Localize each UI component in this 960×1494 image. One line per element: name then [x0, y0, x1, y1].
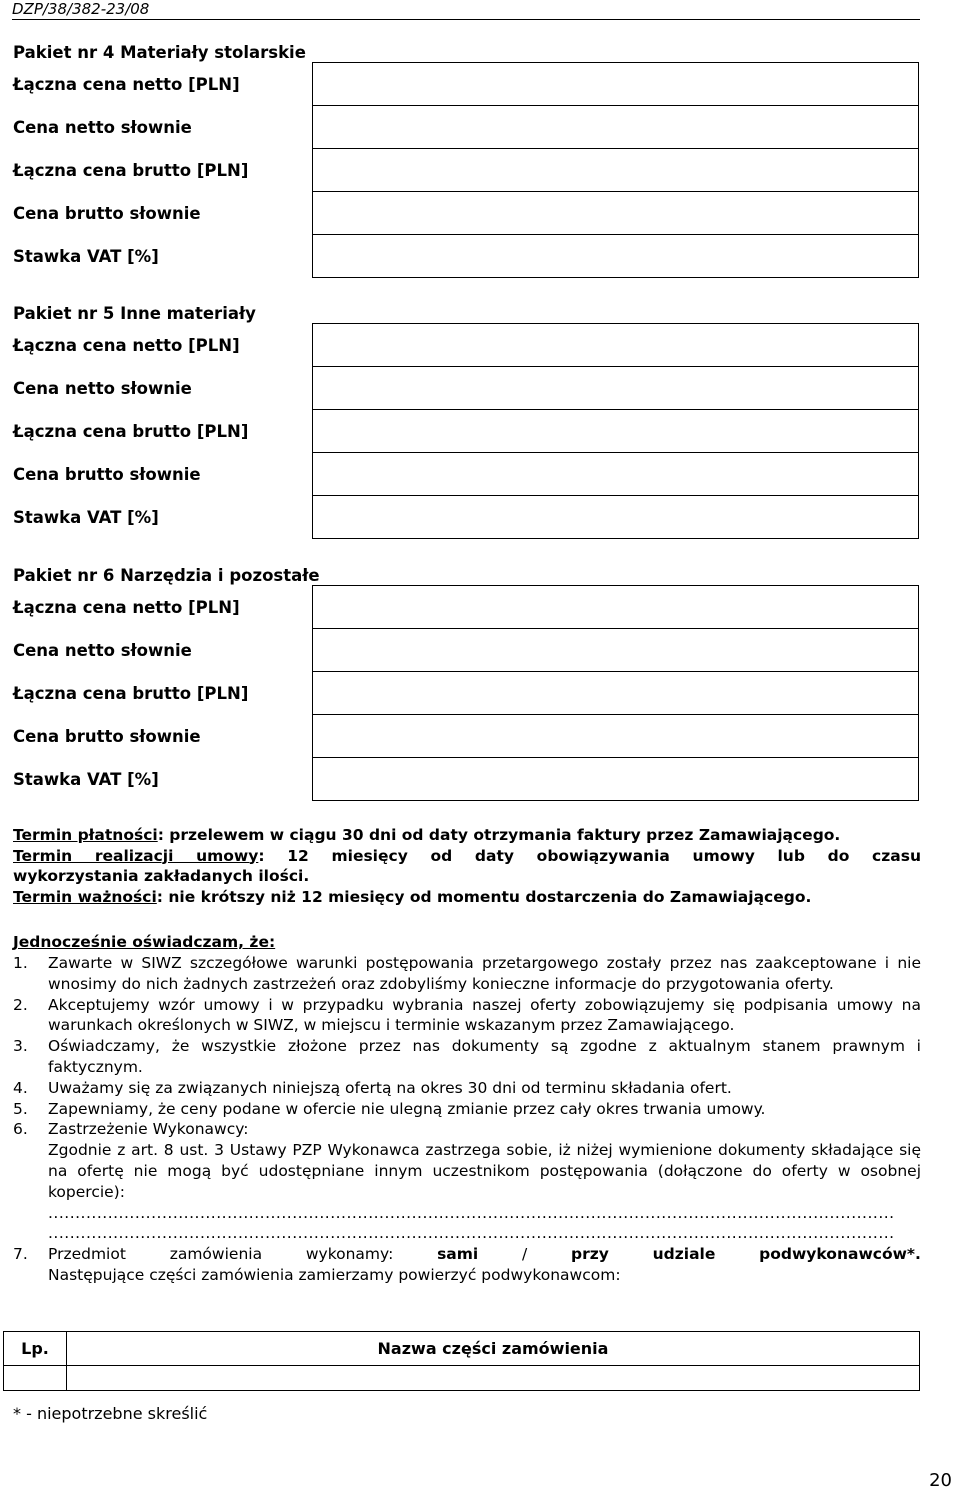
col-lp-header: Lp. — [4, 1332, 67, 1366]
payment-term-text: : przelewem w ciągu 30 dni od daty otrzymania faktury przez Zamawiającego. — [157, 826, 841, 844]
package-row — [3, 586, 919, 629]
gross-total-label: Łączna cena brutto [PLN] — [13, 683, 249, 703]
realization-term — [13, 846, 921, 867]
item-number: 3. — [13, 1037, 28, 1056]
declaration-item-7 — [13, 1244, 921, 1286]
package-row — [3, 758, 919, 801]
option-separator: / — [521, 1245, 528, 1264]
package-4-table — [3, 62, 919, 278]
package-row — [3, 496, 919, 539]
item-7-line — [48, 1244, 921, 1265]
option-with-subcontractors-3[interactable]: podwykonawców*. — [759, 1245, 921, 1264]
payment-term — [13, 825, 921, 846]
item-7-lead-part2: zamówienia — [169, 1245, 263, 1264]
package-row — [3, 149, 919, 192]
declaration-item — [13, 953, 921, 995]
net-total-label: Łączna cena netto [PLN] — [13, 335, 240, 355]
payment-term-label: Termin płatności — [13, 826, 158, 844]
terms-section — [13, 825, 921, 907]
realization-term-continued: wykorzystania zakładanych ilości. — [13, 867, 310, 885]
realization-term-text: : 12 miesięcy od daty obowiązywania umowy lub do czasu — [258, 846, 921, 865]
vat-rate-label: Stawka VAT [%] — [13, 246, 159, 266]
item-text: Zastrzeżenie Wykonawcy: — [48, 1120, 249, 1139]
declaration-item — [13, 1036, 921, 1078]
package-row — [3, 715, 919, 758]
footnote: * - niepotrzebne skreślić — [13, 1404, 208, 1423]
package-4-title: Pakiet nr 4 Materiały stolarskie — [13, 43, 306, 62]
item-number: 6. — [13, 1120, 28, 1139]
net-words-field[interactable] — [313, 106, 919, 149]
net-words-label: Cena netto słownie — [13, 117, 192, 137]
package-row — [3, 629, 919, 672]
item-text: Akceptujemy wzór umowy i w przypadku wybrania naszej oferty zobowiązujemy się podpisania umowy na warunkach określonych w SIWZ, w miejscu i terminie wskazanym przez Zamawiającego. — [48, 995, 921, 1035]
document-header — [12, 0, 920, 20]
reservation-dotted-line[interactable]: ............................................................................................................................................................ — [48, 1224, 895, 1243]
option-with-subcontractors-2[interactable]: udziale — [652, 1245, 716, 1264]
net-total-label: Łączna cena netto [PLN] — [13, 74, 240, 94]
package-5-title: Pakiet nr 5 Inne materiały — [13, 304, 256, 323]
validity-term — [13, 887, 921, 908]
net-words-label: Cena netto słownie — [13, 640, 192, 660]
package-row — [3, 672, 919, 715]
reservation-text: Zgodnie z art. 8 ust. 3 Ustawy PZP Wykonawca zastrzega sobie, iż niżej wymienione dokumenty składające się na ofertę nie mogą być udostępniane innym uczestnikom postępowania (dołączone do oferty w osobnej kopercie): — [48, 1141, 921, 1201]
gross-words-label: Cena brutto słownie — [13, 726, 201, 746]
net-words-field[interactable] — [313, 629, 919, 672]
net-total-field[interactable] — [313, 63, 919, 106]
subcontract-header-row — [4, 1332, 920, 1366]
package-row — [3, 235, 919, 278]
item-number: 4. — [13, 1078, 28, 1097]
realization-term-label: Termin realizacji umowy — [13, 846, 259, 865]
net-words-field[interactable] — [313, 367, 919, 410]
vat-rate-label: Stawka VAT [%] — [13, 769, 159, 789]
package-row — [3, 192, 919, 235]
page-number: 20 — [929, 1470, 952, 1491]
declaration-heading: Jednocześnie oświadczam, że: — [13, 933, 276, 951]
validity-term-label: Termin ważności — [13, 887, 157, 906]
item-text: Zawarte w SIWZ szczegółowe warunki postępowania przetargowego zostały przez nas zaakceptowane i nie wnosimy do nich żadnych zastrzeżeń oraz zdobyliśmy konieczne informacje do przygotowania oferty. — [48, 954, 921, 993]
item-number: 1. — [13, 954, 28, 972]
gross-total-label: Łączna cena brutto [PLN] — [13, 160, 249, 180]
gross-words-field[interactable] — [313, 715, 919, 758]
declaration-item — [13, 1099, 921, 1120]
reservation-dotted-line[interactable]: ............................................................................................................................................................ — [48, 1203, 895, 1222]
gross-total-field[interactable] — [313, 410, 919, 453]
vat-rate-label: Stawka VAT [%] — [13, 507, 159, 527]
option-with-subcontractors-1[interactable]: przy — [570, 1245, 609, 1264]
item-7-lead-part3: wykonamy: — [305, 1245, 394, 1264]
package-row — [3, 106, 919, 149]
gross-words-field[interactable] — [313, 192, 919, 235]
item-7-lead-part1: Przedmiot — [48, 1245, 126, 1264]
item-text: Uważamy się za związanych niniejszą ofertą na okres 30 dni od terminu składania ofert. — [48, 1078, 732, 1097]
net-total-field[interactable] — [313, 586, 919, 629]
gross-words-label: Cena brutto słownie — [13, 464, 201, 484]
vat-rate-field[interactable] — [313, 496, 919, 539]
item-number: 5. — [13, 1099, 28, 1118]
net-total-field[interactable] — [313, 324, 919, 367]
gross-words-label: Cena brutto słownie — [13, 203, 201, 223]
item-text: Zapewniamy, że ceny podane w ofercie nie ulegną zmianie przez cały okres trwania umowy. — [48, 1099, 766, 1118]
item-text: Oświadczamy, że wszystkie złożone przez nas dokumenty są zgodne z aktualnym stanem prawnym i faktycznym. — [48, 1037, 921, 1076]
net-words-label: Cena netto słownie — [13, 378, 192, 398]
package-row — [3, 63, 919, 106]
package-row — [3, 410, 919, 453]
declaration-list — [13, 953, 921, 1286]
gross-words-field[interactable] — [313, 453, 919, 496]
package-row — [3, 324, 919, 367]
package-6-table — [3, 585, 919, 801]
gross-total-field[interactable] — [313, 149, 919, 192]
declaration-item — [13, 995, 921, 1037]
name-cell[interactable] — [67, 1366, 920, 1391]
declaration-item — [13, 1078, 921, 1099]
lp-cell[interactable] — [4, 1366, 67, 1391]
declaration-item — [13, 1119, 921, 1140]
document-id: DZP/38/382-23/08 — [12, 0, 150, 18]
subcontract-table — [3, 1331, 920, 1391]
package-row — [3, 453, 919, 496]
net-total-label: Łączna cena netto [PLN] — [13, 597, 240, 617]
item-7-line-2: Następujące części zamówienia zamierzamy powierzyć podwykonawcom: — [48, 1265, 621, 1284]
validity-term-text: : nie krótszy niż 12 miesięcy od momentu dostarczenia do Zamawiającego. — [156, 887, 812, 906]
col-name-header: Nazwa części zamówienia — [67, 1332, 920, 1366]
vat-rate-field[interactable] — [313, 758, 919, 801]
item-number: 2. — [13, 995, 28, 1014]
package-6-title: Pakiet nr 6 Narzędzia i pozostałe — [13, 566, 320, 585]
item-7-end: . — [915, 1245, 921, 1264]
subcontract-row — [4, 1366, 920, 1391]
gross-total-field[interactable] — [313, 672, 919, 715]
vat-rate-field[interactable] — [313, 235, 919, 278]
option-self[interactable]: sami — [437, 1245, 479, 1264]
package-row — [3, 367, 919, 410]
item-number: 7. — [13, 1245, 28, 1264]
package-5-table — [3, 323, 919, 539]
gross-total-label: Łączna cena brutto [PLN] — [13, 421, 249, 441]
